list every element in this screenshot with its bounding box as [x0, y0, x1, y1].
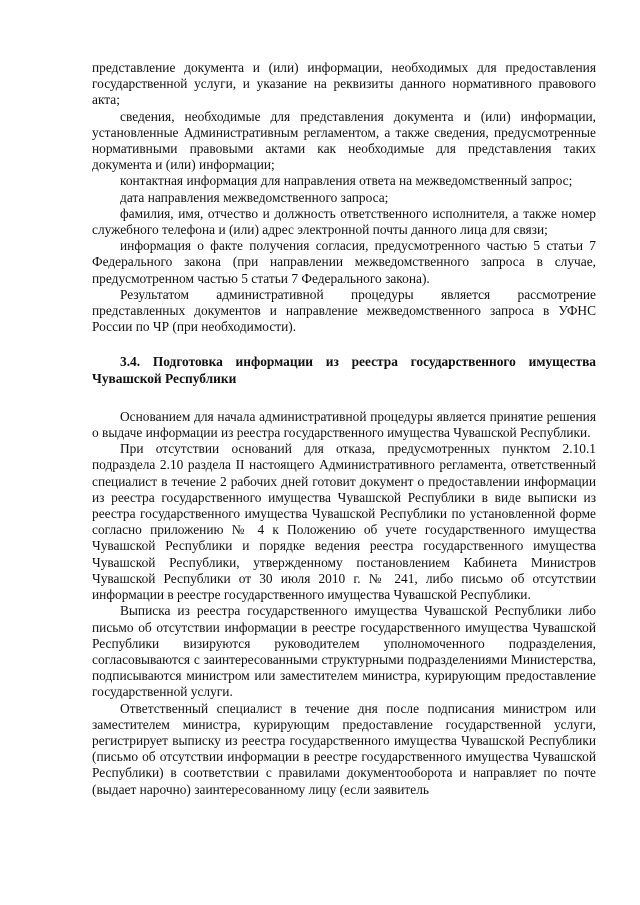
paragraph-contact-information: контактная информация для направления ответа на межведомственный запрос;	[120, 173, 573, 189]
section-heading: 3.4. Подготовка информации из реестра государственного имущества Чувашской Республики	[92, 354, 596, 386]
paragraph-required-information: сведения, необходимые для представления документа и (или) информации, установленные Административным регламентом, а также сведения, предусмотренные нормативными правовыми актами как необходимые для представления таких документа и (или) информации;	[92, 108, 596, 173]
paragraph-extract-registration: Ответственный специалист в течение дня после подписания министром или заместителем министра, курирующим предоставление государственной услуги, регистрирует выписку из реестра государственного имущества Чувашской Республики (письмо об отсутствии информации в реестре государственного имущества Чувашской Республики) в соответствии с правилами документооборота и направляет по почте (выдает нарочно) заинтересованному лицу (если заявитель	[92, 700, 596, 797]
paragraph-request-requisites: представление документа и (или) информации, необходимых для предоставления государственной услуги, и указание на реквизиты данного нормативного правового акта;	[92, 60, 596, 108]
paragraph-responsible-executor: фамилия, имя, отчество и должность ответственного исполнителя, а также номер служебного телефона и (или) адрес электронной почты данного лица для связи;	[92, 205, 596, 238]
paragraph-procedure-result: Результатом административной процедуры является рассмотрение представленных документов и направление межведомственного запроса в УФНС России по ЧР (при необходимости).	[92, 286, 596, 335]
paragraph-consent-information: информация о факте получения согласия, предусмотренного частью 5 статьи 7 Федерального закона (при направлении межведомственного запроса в случае, предусмотренном частью 5 статьи 7 Федерального закона).	[92, 238, 596, 286]
paragraph-procedure-basis: Основанием для начала административной процедуры является принятие решения о выдаче информации из реестра государственного имущества Чувашской Республики.	[92, 408, 596, 441]
section-spacer	[92, 387, 596, 409]
paragraph-extract-approval: Выписка из реестра государственного имущества Чувашской Республики либо письмо об отсутствии информации в реестре государственного имущества Чувашской Республики визируются руководителем уполномоченного подразделения, согласовываются с заинтересованными структурными подразделениями Министерства, подписываются министром или заместителем министра, курирующим предоставление государственной услуги.	[92, 603, 596, 700]
paragraph-request-date: дата направления межведомственного запроса;	[120, 189, 389, 205]
paragraph-document-preparation: При отсутствии оснований для отказа, предусмотренных пунктом 2.10.1 подраздела 2.10 раздела II настоящего Административного регламента, ответственный специалист в течение 2 рабочих дней готовит документ о предоставлении информации из реестра государственного имущества Чувашской Республики в виде выписки из реестра государственного имущества Чувашской Республики по установленной форме согласно приложению № 4 к Положению об учете государственного имущества Чувашской Республики и порядке ведения реестра государственного имущества Чувашской Республики, утвержденному постановлением Кабинета Министров Чувашской Республики от 30 июля 2010 г. № 241, либо письмо об отсутствии информации в реестре государственного имущества Чувашской Республики.	[92, 441, 596, 603]
